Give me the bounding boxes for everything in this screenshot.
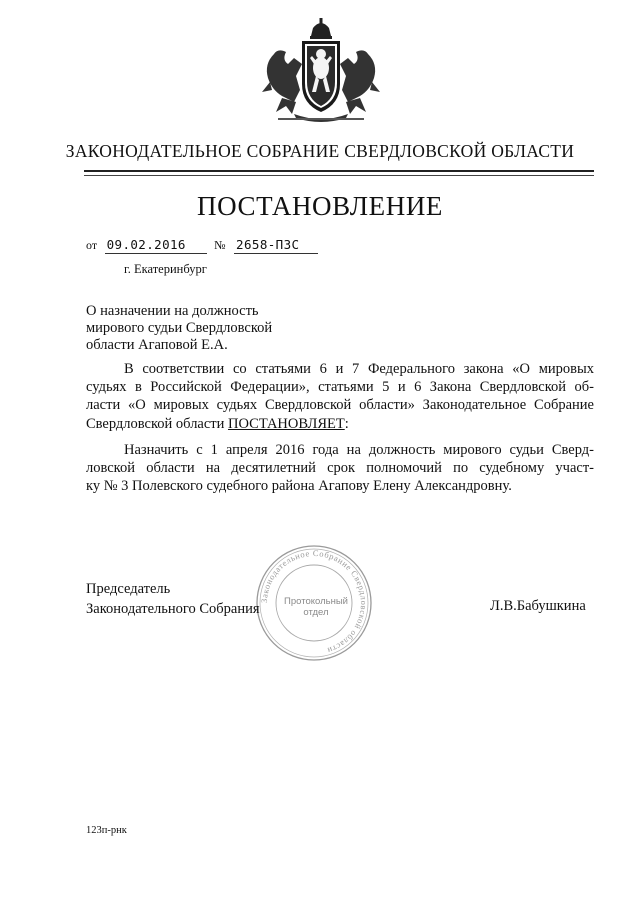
registration-row — [86, 237, 318, 254]
subject-line: области Агаповой Е.А. — [86, 337, 228, 353]
body-line: ку № 3 Полевского судебного района Агапову Елену Александровну. — [86, 478, 512, 495]
organization-name: ЗАКОНОДАТЕЛЬНОЕ СОБРАНИЕ СВЕРДЛОВСКОЙ ОБЛАСТИ — [65, 141, 575, 161]
footer-code: 123п-рнк — [86, 825, 127, 836]
body-line-prefix: Свердловской области — [86, 415, 229, 432]
date-prefix: от — [86, 238, 98, 252]
resolution-body — [86, 360, 594, 495]
subject-line: мирового судьи Свердловской — [86, 320, 273, 336]
body-line: Назначить с 1 апреля 2016 года на должность мирового судьи Сверд- — [124, 441, 594, 458]
header-rule-thick — [84, 170, 594, 172]
issue-city: г. Екатеринбург — [124, 262, 207, 276]
body-line: В соответствии со статьями 6 и 7 Федерального закона «О мировых — [124, 361, 594, 377]
subject-line: О назначении на должность — [86, 303, 259, 319]
paragraph-decision — [86, 441, 594, 496]
body-line: ласти «О мировых судьях Свердловской области» Законодательное Собрание — [86, 397, 594, 414]
official-round-stamp — [254, 543, 374, 663]
signatory-title — [86, 579, 260, 619]
signatory-name: Л.В.Бабушкина — [490, 598, 586, 614]
stamp-center-line-1: Протокольный — [284, 596, 348, 607]
document-date: 09.02.2016 — [105, 237, 207, 254]
body-line — [86, 415, 594, 433]
paragraph-basis — [86, 360, 594, 433]
body-line: судьях в Российской Федерации», статьями 5 и 6 Закона Свердловской об- — [86, 379, 594, 396]
signatory-title-line: Председатель — [86, 581, 171, 597]
document-type-title: ПОСТАНОВЛЕНИЕ — [196, 191, 444, 221]
number-prefix: № — [214, 238, 226, 252]
stamp-ring-text: Законодательное Собрание Свердловской области — [258, 547, 370, 656]
document-subject — [86, 303, 346, 354]
stamp-center-line-2: отдел — [303, 607, 329, 618]
header-rule-thin — [84, 175, 594, 176]
coat-of-arms-emblem — [258, 18, 384, 124]
document-number: 2658-ПЗС — [234, 237, 318, 254]
signatory-title-line: Законодательного Собрания — [86, 601, 260, 617]
body-line-suffix: : — [344, 415, 349, 432]
resolves-keyword: ПОСТАНОВЛЯЕТ — [228, 415, 345, 432]
body-line: ловской области на десятилетний срок полномочий по судебному участ- — [86, 460, 594, 477]
